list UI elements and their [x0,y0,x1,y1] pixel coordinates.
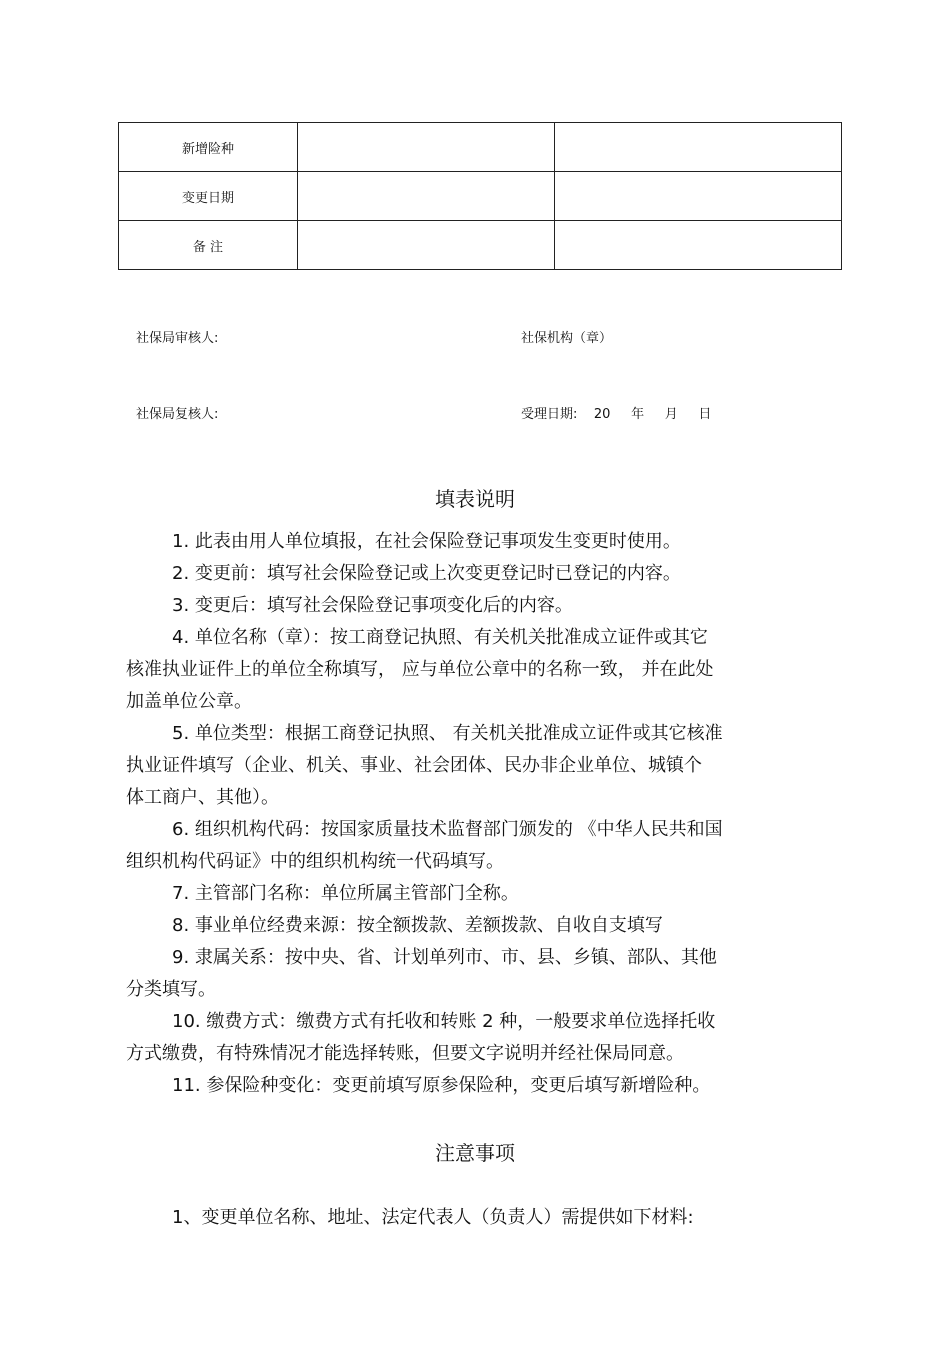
instruction-line: 方式缴费，有特殊情况才能选择转账，但要文字说明并经社保局同意。 [126,1043,684,1064]
notes-title: 注意事项 [435,1141,515,1165]
instruction-line: 9. 隶属关系：按中央、省、计划单列市、市、县、乡镇、部队、其他 [172,947,717,968]
instruction-line: 核准执业证件上的单位全称填写， 应与单位公章中的名称一致， 并在此处 [126,659,714,680]
instruction-line: 11. 参保险种变化：变更前填写原参保险种，变更后填写新增险种。 [172,1075,711,1096]
instruction-line: 2. 变更前：填写社会保险登记或上次变更登记时已登记的内容。 [172,563,681,584]
instruction-line: 分类填写。 [126,979,216,1000]
instruction-line: 4. 单位名称（章）：按工商登记执照、有关机关批准成立证件或其它 [172,627,708,648]
row-label-new-insurance: 新增险种 [119,123,298,172]
table-row [119,221,842,270]
table-cell [298,123,555,172]
instruction-line: 7. 主管部门名称：单位所属主管部门全称。 [172,883,519,904]
agency-seal-label: 社保机构（章） [521,331,613,346]
instruction-line: 组织机构代码证》中的组织机构统一代码填写。 [126,851,504,872]
instruction-line: 8. 事业单位经费来源：按全额拨款、差额拨款、自收自支填写 [172,915,663,936]
table-row [119,123,842,172]
instruction-line: 加盖单位公章。 [126,691,252,712]
instruction-line: 5. 单位类型：根据工商登记执照、 有关机关批准成立证件或其它核准 [172,723,723,744]
instruction-line: 执业证件填写（企业、机关、事业、社会团体、民办非企业单位、城镇个 [126,755,702,776]
instruction-line: 6. 组织机构代码：按国家质量技术监督部门颁发的 《中华人民共和国 [172,819,723,840]
reviewer-label: 社保局复核人: [136,407,219,422]
row-label-remarks: 备 注 [119,221,298,270]
auditor-label: 社保局审核人: [136,331,219,346]
instructions-title: 填表说明 [435,487,515,511]
instruction-line: 1. 此表由用人单位填报，在社会保险登记事项发生变更时使用。 [172,531,681,552]
change-form-table [118,122,842,270]
table-cell [555,172,842,221]
accept-date-label: 受理日期: 20 年 月 日 [521,407,712,422]
instruction-line: 10. 缴费方式：缴费方式有托收和转账 2 种，一般要求单位选择托收 [172,1011,716,1032]
table-cell [555,123,842,172]
instruction-line: 3. 变更后：填写社会保险登记事项变化后的内容。 [172,595,573,616]
notes-line: 1、变更单位名称、地址、法定代表人（负责人）需提供如下材料: [172,1207,694,1228]
row-label-change-date: 变更日期 [119,172,298,221]
table-row [119,172,842,221]
table-cell [555,221,842,270]
instruction-line: 体工商户、其他）。 [126,787,279,808]
table-cell [298,221,555,270]
table-cell [298,172,555,221]
